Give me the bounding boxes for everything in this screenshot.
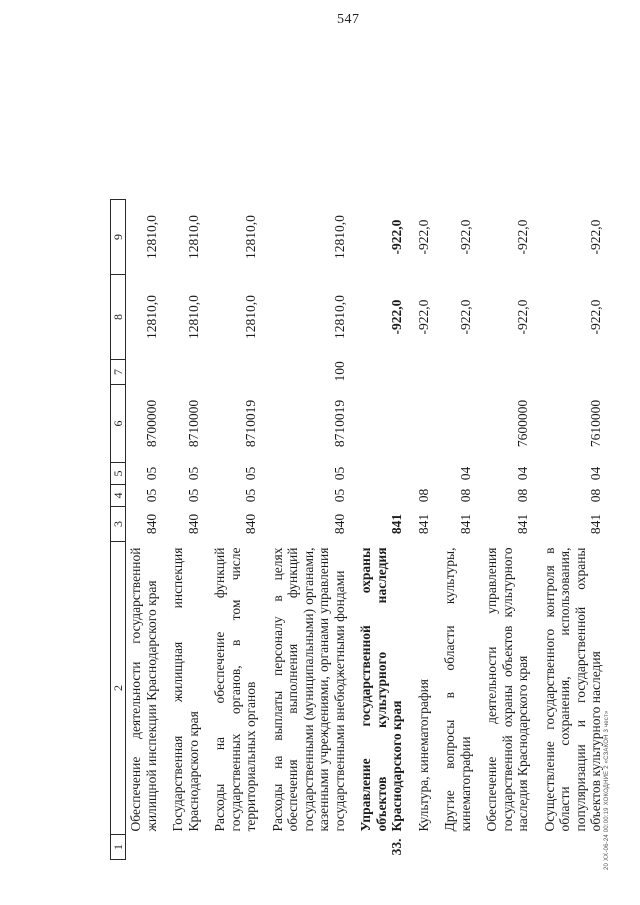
admin-code: 841 (415, 513, 431, 535)
column-header-5: 5 (111, 463, 126, 485)
section-code: 05 (185, 488, 201, 503)
subsection-code (405, 463, 432, 485)
row-spacer (126, 40, 160, 200)
column-header-9: 9 (111, 200, 126, 275)
table-row (531, 40, 604, 860)
row-description: Государственная жилищная инспекция Краснодарского края (170, 547, 201, 832)
row-description: Расходы на выплаты персоналу в целях обеспечения выполнения функций государственными (муниципальными) органами, казенными учреждениями, органами управления государственными внебюджетными фондами (269, 547, 347, 832)
admin-code: 841 (457, 513, 473, 535)
page-number: 547 (337, 12, 360, 27)
amount-column-8: -922,0 (415, 299, 431, 335)
target-article-code: 7610000 (588, 399, 603, 448)
section-code: 05 (143, 488, 159, 503)
column-header-7: 7 (111, 360, 126, 385)
row-index (431, 835, 473, 860)
amount-column-9: -922,0 (415, 219, 431, 255)
row-description: Осуществление государственного контроля в области сохранения, использования, популяризации и государственной охраны объектов культурного наследия (541, 547, 603, 832)
table-body (126, 40, 604, 860)
row-description: Расходы на обеспечение функций государственных органов, в том числе территориальных органов (212, 547, 258, 832)
row-description: Другие вопросы в области культуры, кинематографии (442, 547, 473, 832)
target-article-code: 8700000 (143, 399, 159, 448)
table-row (126, 40, 160, 860)
admin-code: 840 (185, 513, 201, 535)
expense-type-code (405, 360, 432, 385)
row-index (126, 835, 160, 860)
expense-type-code (531, 360, 604, 385)
table-row (473, 40, 531, 860)
amount-column-9: -922,0 (515, 219, 530, 255)
budget-table-container (110, 40, 603, 860)
subsection-code: 05 (243, 466, 258, 481)
amount-column-8: -922,0 (515, 299, 530, 335)
row-index (405, 835, 432, 860)
column-header-1: 1 (111, 835, 126, 860)
expense-type-code (201, 360, 259, 385)
amount-column-8: -922,0 (389, 299, 404, 335)
expense-type-code (347, 360, 405, 385)
admin-code: 841 (588, 513, 603, 535)
amount-column-8: -922,0 (457, 299, 473, 335)
subsection-code: 04 (515, 466, 530, 481)
expense-type-code (159, 360, 201, 385)
subsection-code: 05 (331, 466, 347, 481)
target-article-code: 8710019 (331, 399, 347, 448)
row-description: Обеспечение деятельности управления государственной охраны объектов культурного наследия Краснодарского края (484, 547, 530, 832)
target-article-code (431, 385, 473, 463)
row-index: 33. (389, 838, 404, 856)
column-header-6: 6 (111, 385, 126, 463)
subsection-code (347, 463, 405, 485)
amount-column-9: -922,0 (588, 219, 603, 255)
row-spacer (201, 40, 259, 200)
row-spacer (159, 40, 201, 200)
document-stamp: 20 ХХ-06-24 00:00:19 ХОКОДНИЕ 2 «СЗАКОН 3 чест» (604, 710, 610, 870)
expense-type-code (126, 360, 160, 385)
row-spacer (431, 40, 473, 200)
amount-column-8: 12810,0 (185, 295, 201, 339)
subsection-code: 04 (588, 466, 603, 481)
table-row (259, 40, 348, 860)
target-article-code: 7600000 (515, 399, 530, 448)
target-article-code: 8710019 (243, 399, 258, 448)
amount-column-8: 12810,0 (143, 295, 159, 339)
row-spacer (531, 40, 604, 200)
table-row (201, 40, 259, 860)
section-code: 08 (415, 488, 431, 503)
row-description: Культура, кинематография (415, 678, 431, 832)
row-spacer (405, 40, 432, 200)
subsection-code: 05 (185, 466, 201, 481)
row-index (259, 835, 348, 860)
section-code (347, 485, 405, 507)
admin-code: 841 (515, 513, 530, 535)
amount-column-9: -922,0 (457, 219, 473, 255)
subsection-code: 05 (143, 466, 159, 481)
amount-column-9: 12810,0 (143, 215, 159, 259)
header-row (111, 40, 126, 860)
row-spacer (259, 40, 348, 200)
column-header-8: 8 (111, 275, 126, 360)
budget-table (110, 40, 604, 861)
table-row (159, 40, 201, 860)
amount-column-8: 12810,0 (331, 295, 347, 339)
row-index (159, 835, 201, 860)
admin-code: 840 (143, 513, 159, 535)
section-code: 05 (243, 488, 258, 503)
amount-column-8: -922,0 (588, 299, 603, 335)
row-index (201, 835, 259, 860)
section-code: 05 (331, 488, 347, 503)
expense-type-code: 100 (331, 361, 347, 382)
amount-column-9: -922,0 (389, 219, 404, 255)
header-spacer (111, 40, 126, 200)
row-index (531, 835, 604, 860)
admin-code: 840 (331, 513, 347, 535)
column-header-4: 4 (111, 485, 126, 507)
target-article-code (405, 385, 432, 463)
amount-column-9: 12810,0 (185, 215, 201, 259)
amount-column-8: 12810,0 (243, 295, 258, 339)
row-description: Обеспечение деятельности государственной жилищной инспекции Краснодарского края (128, 547, 159, 832)
table-row (431, 40, 473, 860)
section-code: 08 (515, 488, 530, 503)
amount-column-9: 12810,0 (331, 215, 347, 259)
admin-code: 841 (389, 513, 404, 535)
section-code: 08 (588, 488, 603, 503)
row-index (473, 835, 531, 860)
column-header-2: 2 (111, 542, 126, 835)
expense-type-code (431, 360, 473, 385)
admin-code: 840 (243, 513, 258, 535)
column-header-3: 3 (111, 507, 126, 542)
target-article-code (347, 385, 405, 463)
section-code: 08 (457, 488, 473, 503)
row-description: Управление государственной охраны объектов культурного наследия Краснодарского края (358, 547, 404, 832)
row-spacer (473, 40, 531, 200)
amount-column-9: 12810,0 (243, 215, 258, 259)
expense-type-code (473, 360, 531, 385)
row-spacer (347, 40, 405, 200)
subsection-code: 04 (457, 466, 473, 481)
table-row (405, 40, 432, 860)
target-article-code: 8710000 (185, 399, 201, 448)
table-row (347, 40, 405, 860)
